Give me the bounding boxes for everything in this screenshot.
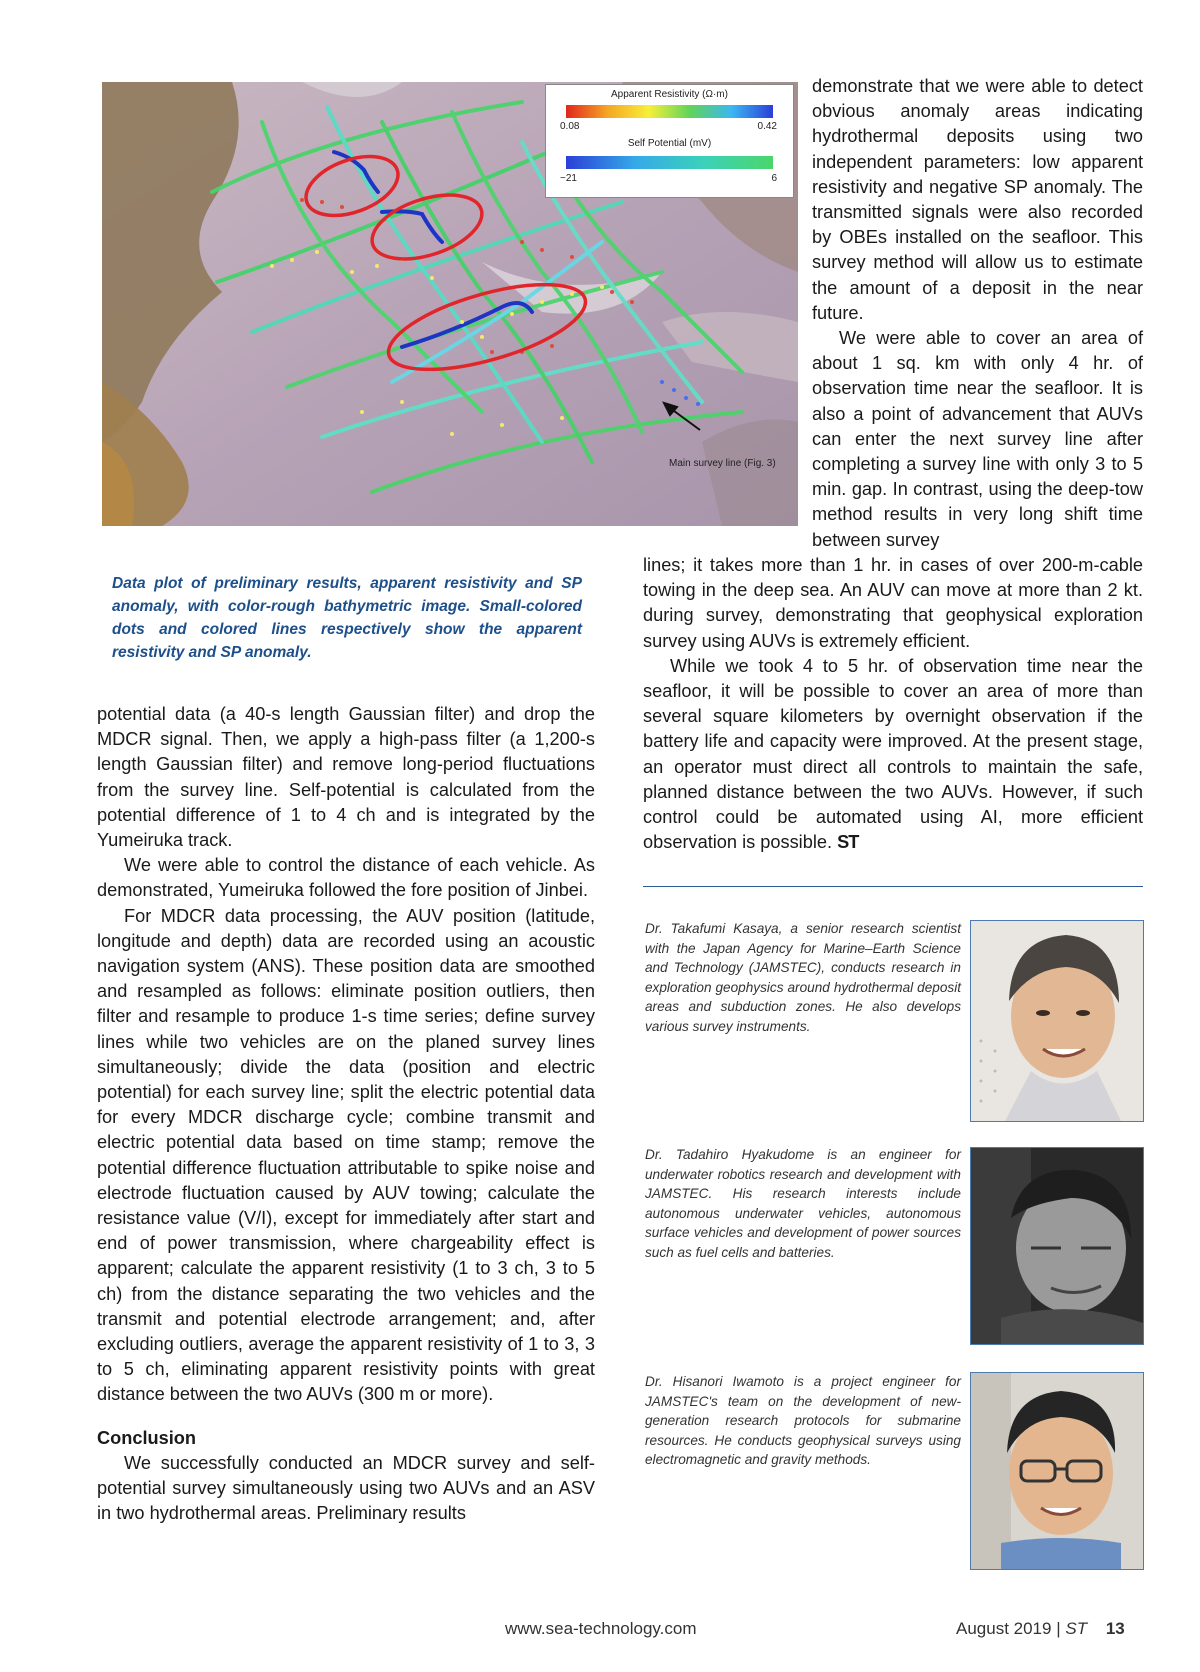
left-paragraph-1: potential data (a 40-s length Gaussian filter) and drop the MDCR signal. Then, we apply a high-pass filter (a 1,200-s length Gaussian filter) and remove long-period fluctuations from the survey line. Self-potential is calculated from the potential difference of 1 to 4 ch and is integrated by the Yumeiruka track. <box>97 704 595 851</box>
left-column <box>97 702 595 1527</box>
footer-url[interactable]: www.sea-technology.com <box>505 1619 697 1638</box>
right-paragraph-2a: We were able to cover an area of about 1 sq. km with only 4 hr. of observation time near the seafloor. It is also a point of advancement that AUVs can enter the next survey line after completing a survey line with only 3 to 5 min. gap. In contrast, using the deep-tow method results in very long shift time between survey <box>812 328 1143 550</box>
portrait-kasaya-image <box>971 921 1143 1121</box>
right-column-bottom <box>643 553 1143 855</box>
st-end-mark: ST <box>837 832 859 853</box>
bio-hyakudome: Dr. Tadahiro Hyakudome is an engineer for underwater robotics research and development with JAMSTEC. His research interests include autonomous underwater vehicles, autonomous surface vehicles and development of power sources such as fuel cells and batteries. <box>645 1147 961 1260</box>
footer-issue <box>956 1619 1125 1639</box>
sp-color-bar <box>566 156 773 169</box>
right-column-top <box>812 74 1143 553</box>
resistivity-legend-title: Apparent Resistivity (Ω·m) <box>611 89 728 100</box>
left-paragraph-3: For MDCR data processing, the AUV position (latitude, longitude and depth) data are recorded using an acoustic navigation system (ANS). These position data are smoothed and resampled as follows: eliminate position outliers, then filter and resample to produce 1-s time series; define survey lines while two vehicles are on the planed survey lines simultaneously; divide the data (position and electric potential) for each survey line; split the electric potential data for every MDCR discharge cycle; combine transmit and electric potential data based on time stamp; remove the potential difference fluctuation attributable to spike noise and electrode fluctuation caused by AUV towing; calculate the resistance value (V/I), except for immediately after start and end of power transmission, where chargeability effect is apparent; calculate the apparent resistivity (1 to 3 ch, 3 to 5 ch) from the distance separating the two vehicles and the transmit and potential electrode arrangement; and, after excluding outliers, average the apparent resistivity of 1 to 3, 3 to 5 ch, eliminating apparent resistivity points with great distance between the two AUVs (300 m or more). <box>97 905 595 1405</box>
footer-magazine: ST <box>1065 1619 1088 1638</box>
left-paragraph-4: We successfully conducted an MDCR survey and self-potential survey simultaneously using two AUVs and an ASV in two hydrothermal areas. Preliminary results <box>97 1452 595 1524</box>
page-number: 13 <box>1105 1619 1125 1638</box>
photo-kasaya <box>970 920 1144 1122</box>
caption-text: Data plot of preliminary results, apparent resistivity and SP anomaly, with color-rough bathymetric image. Small-colored dots and colored lines respectively show the apparent resistivity and SP anomaly. <box>112 575 582 661</box>
right-paragraph-2b: lines; it takes more than 1 hr. in cases of over 200-m-cable towing in the deep sea. An AUV can move at more than 2 kt. during survey, demonstrating that geophysical exploration survey using AUVs is extremely efficient. <box>643 555 1143 651</box>
portrait-hyakudome-image <box>971 1148 1143 1344</box>
sp-min: −21 <box>560 173 577 184</box>
left-paragraph-2: We were able to control the distance of each vehicle. As demonstrated, Yumeiruka followed the fore position of Jinbei. <box>97 855 595 901</box>
figure-legend <box>545 84 794 198</box>
right-paragraph-3 <box>643 654 1143 856</box>
bio-kasaya: Dr. Takafumi Kasaya, a senior research scientist with the Japan Agency for Marine–Earth Science and Technology (JAMSTEC), conducts research in exploration geophysics around hydrothermal deposit areas and subduction zones. He also develops various survey instruments. <box>645 921 961 1034</box>
photo-iwamoto <box>970 1372 1144 1570</box>
resistivity-min: 0.08 <box>560 121 580 132</box>
resistivity-max: 0.42 <box>757 121 777 132</box>
resistivity-color-bar <box>566 105 773 118</box>
bio-divider <box>643 886 1143 887</box>
conclusion-heading: Conclusion <box>97 1427 197 1448</box>
figure-caption <box>112 572 582 664</box>
footer-separator: | <box>1056 1619 1061 1638</box>
photo-hyakudome <box>970 1147 1144 1345</box>
sp-max: 6 <box>771 173 777 184</box>
right-paragraph-1: demonstrate that we were able to detect obvious anomaly areas indicating hydrothermal deposits using two independent parameters: low apparent resistivity and negative SP anomaly. The transmitted signals were also recorded by OBEs installed on the seafloor. This survey method will allow us to estimate the amount of a deposit in the near future. <box>812 76 1143 323</box>
right-paragraph-3-text: While we took 4 to 5 hr. of observation time near the seafloor, it will be possible to cover an area of more than several square kilometers by overnight observation if the battery life and capacity were improved. At the present stage, an operator must direct all controls to maintain the safe, planned distance between the two AUVs. However, if such control could be automated using AI, more efficient observation is possible. <box>643 655 1143 853</box>
sp-legend-title: Self Potential (mV) <box>627 138 712 149</box>
footer-date: August 2019 <box>956 1619 1052 1638</box>
portrait-iwamoto-image <box>971 1373 1143 1569</box>
main-survey-line-label: Main survey line (Fig. 3) <box>669 458 776 469</box>
bio-iwamoto: Dr. Hisanori Iwamoto is a project engineer for JAMSTEC's team on the development of new-generation research protocols for submarine resources. He conducts geophysical surveys using electromagnetic and gravity methods. <box>645 1374 961 1468</box>
